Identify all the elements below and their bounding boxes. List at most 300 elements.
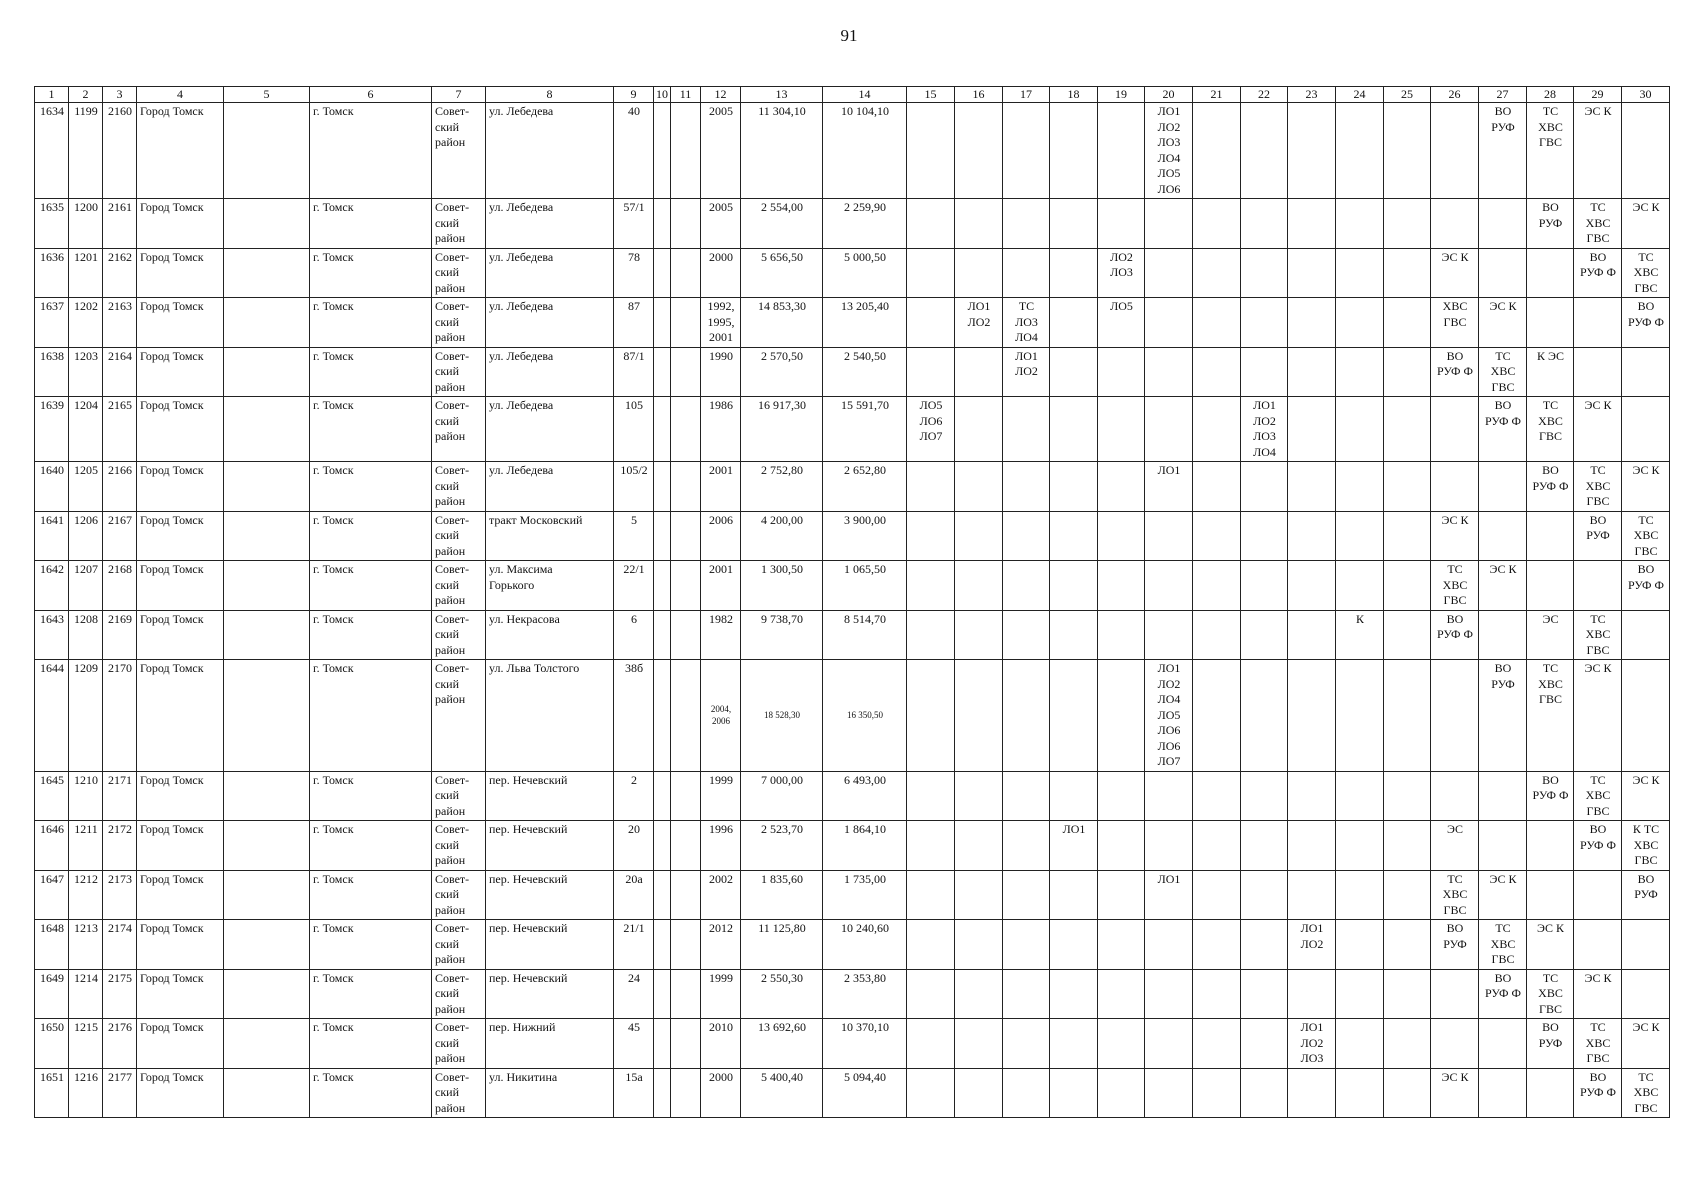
record-id-cell: 2163 <box>103 298 137 348</box>
column-5-cell <box>224 610 310 660</box>
work-code-cell <box>1384 920 1431 970</box>
municipality-cell: Город Томск <box>137 561 224 611</box>
work-code-cell <box>1384 248 1431 298</box>
table-row <box>35 397 1670 462</box>
column-5-cell <box>224 199 310 249</box>
work-code-cell: ТС ХВС ГВС <box>1479 347 1527 397</box>
column-5-cell <box>224 462 310 512</box>
row-number-cell: 1643 <box>35 610 69 660</box>
work-code-cell <box>1145 561 1193 611</box>
settlement-cell: г. Томск <box>310 920 432 970</box>
work-code-cell <box>1479 248 1527 298</box>
work-code-cell <box>1098 462 1145 512</box>
settlement-cell: г. Томск <box>310 660 432 772</box>
work-code-cell <box>1003 771 1050 821</box>
row-number-cell: 1651 <box>35 1068 69 1118</box>
work-code-cell <box>1003 397 1050 462</box>
work-code-cell <box>1479 511 1527 561</box>
sub-number-cell: 1216 <box>69 1068 103 1118</box>
record-id-cell: 2171 <box>103 771 137 821</box>
record-id-cell: 2161 <box>103 199 137 249</box>
work-code-cell <box>1145 821 1193 871</box>
work-code-cell: ЛО1 <box>1145 462 1193 512</box>
work-code-cell <box>1527 821 1574 871</box>
district-cell: Совет- ский район <box>432 511 486 561</box>
work-code-cell <box>1574 298 1622 348</box>
build-year-cell: 2006 <box>701 511 741 561</box>
column-header: 5 <box>224 87 310 103</box>
work-code-cell: ЛО1 ЛО2 ЛО3 ЛО4 ЛО5 ЛО6 <box>1145 103 1193 199</box>
work-code-cell <box>1288 103 1336 199</box>
work-code-cell <box>1241 347 1288 397</box>
work-code-cell: ЭС К <box>1622 1019 1670 1069</box>
sub-number-cell: 1205 <box>69 462 103 512</box>
row-number-cell: 1635 <box>35 199 69 249</box>
work-code-cell <box>1098 511 1145 561</box>
work-code-cell <box>1050 1068 1098 1118</box>
work-code-cell <box>1479 1019 1527 1069</box>
work-code-cell <box>955 462 1003 512</box>
column-10-cell <box>654 821 671 871</box>
total-area-cell: 2 523,70 <box>741 821 823 871</box>
living-area-cell: 16 350,50 <box>823 660 907 772</box>
work-code-cell <box>1288 462 1336 512</box>
work-code-cell <box>1384 561 1431 611</box>
work-code-cell <box>1479 199 1527 249</box>
work-code-cell: ЭС К <box>1431 248 1479 298</box>
work-code-cell <box>1003 462 1050 512</box>
work-code-cell <box>1622 920 1670 970</box>
record-id-cell: 2160 <box>103 103 137 199</box>
work-code-cell <box>955 103 1003 199</box>
record-id-cell: 2176 <box>103 1019 137 1069</box>
sub-number-cell: 1206 <box>69 511 103 561</box>
work-code-cell: ТС ХВС ГВС <box>1431 561 1479 611</box>
work-code-cell: ТС ХВС ГВС <box>1527 397 1574 462</box>
work-code-cell <box>1050 610 1098 660</box>
settlement-cell: г. Томск <box>310 561 432 611</box>
street-cell: ул. Лебедева <box>486 462 614 512</box>
sub-number-cell: 1204 <box>69 397 103 462</box>
work-code-cell <box>1193 969 1241 1019</box>
work-code-cell <box>1003 199 1050 249</box>
work-code-cell <box>1003 821 1050 871</box>
work-code-cell <box>1098 397 1145 462</box>
work-code-cell: ЛО1 ЛО2 ЛО3 ЛО4 <box>1241 397 1288 462</box>
district-cell: Совет- ский район <box>432 660 486 772</box>
work-code-cell <box>1050 511 1098 561</box>
settlement-cell: г. Томск <box>310 103 432 199</box>
work-code-cell <box>1193 462 1241 512</box>
work-code-cell <box>1003 870 1050 920</box>
work-code-cell: ТС ХВС ГВС <box>1527 969 1574 1019</box>
work-code-cell <box>1098 660 1145 772</box>
column-10-cell <box>654 397 671 462</box>
table-row <box>35 298 1670 348</box>
municipality-cell: Город Томск <box>137 397 224 462</box>
work-code-cell: ТС ХВС ГВС <box>1574 199 1622 249</box>
build-year-cell: 1996 <box>701 821 741 871</box>
column-header: 26 <box>1431 87 1479 103</box>
work-code-cell <box>1193 298 1241 348</box>
work-code-cell <box>1336 248 1384 298</box>
street-cell: ул. Льва Толстого <box>486 660 614 772</box>
living-area-cell: 13 205,40 <box>823 298 907 348</box>
work-code-cell <box>907 511 955 561</box>
work-code-cell <box>1384 660 1431 772</box>
district-cell: Совет- ский район <box>432 248 486 298</box>
street-cell: ул. Максима Горького <box>486 561 614 611</box>
settlement-cell: г. Томск <box>310 347 432 397</box>
work-code-cell <box>1241 821 1288 871</box>
work-code-cell <box>1384 1068 1431 1118</box>
build-year-cell: 1999 <box>701 771 741 821</box>
work-code-cell: ВО РУФ <box>1431 920 1479 970</box>
municipality-cell: Город Томск <box>137 103 224 199</box>
work-code-cell: ВО РУФ Ф <box>1574 1068 1622 1118</box>
work-code-cell <box>907 347 955 397</box>
work-code-cell <box>955 199 1003 249</box>
total-area-cell: 11 304,10 <box>741 103 823 199</box>
work-code-cell <box>1336 462 1384 512</box>
column-5-cell <box>224 920 310 970</box>
work-code-cell: ТС ХВС ГВС <box>1431 870 1479 920</box>
record-id-cell: 2167 <box>103 511 137 561</box>
work-code-cell <box>1431 462 1479 512</box>
table-row <box>35 1068 1670 1118</box>
work-code-cell <box>1527 561 1574 611</box>
work-code-cell: К ЭС <box>1527 347 1574 397</box>
column-10-cell <box>654 870 671 920</box>
district-cell: Совет- ский район <box>432 462 486 512</box>
work-code-cell <box>1241 920 1288 970</box>
record-id-cell: 2172 <box>103 821 137 871</box>
work-code-cell <box>1574 347 1622 397</box>
work-code-cell <box>1574 561 1622 611</box>
municipality-cell: Город Томск <box>137 771 224 821</box>
work-code-cell <box>955 660 1003 772</box>
settlement-cell: г. Томск <box>310 821 432 871</box>
build-year-cell: 2005 <box>701 103 741 199</box>
living-area-cell: 10 370,10 <box>823 1019 907 1069</box>
work-code-cell <box>1241 610 1288 660</box>
work-code-cell: ВО РУФ Ф <box>1527 771 1574 821</box>
work-code-cell: ВО РУФ <box>1574 511 1622 561</box>
work-code-cell <box>1050 920 1098 970</box>
row-number-cell: 1634 <box>35 103 69 199</box>
sub-number-cell: 1214 <box>69 969 103 1019</box>
total-area-cell: 2 550,30 <box>741 969 823 1019</box>
work-code-cell: ЭС К <box>1527 920 1574 970</box>
column-5-cell <box>224 397 310 462</box>
work-code-cell <box>1431 397 1479 462</box>
work-code-cell <box>907 771 955 821</box>
total-area-cell: 11 125,80 <box>741 920 823 970</box>
district-cell: Совет- ский район <box>432 561 486 611</box>
work-code-cell <box>1050 298 1098 348</box>
district-cell: Совет- ский район <box>432 821 486 871</box>
column-11-cell <box>671 199 701 249</box>
column-10-cell <box>654 248 671 298</box>
work-code-cell: ТС ХВС ГВС <box>1574 771 1622 821</box>
work-code-cell <box>907 199 955 249</box>
table-body <box>35 103 1670 1118</box>
work-code-cell <box>1241 103 1288 199</box>
table-row <box>35 870 1670 920</box>
municipality-cell: Город Томск <box>137 248 224 298</box>
work-code-cell: ЛО1 ЛО2 <box>955 298 1003 348</box>
work-code-cell <box>1336 1019 1384 1069</box>
work-code-cell <box>1479 771 1527 821</box>
work-code-cell <box>1098 920 1145 970</box>
column-10-cell <box>654 660 671 772</box>
total-area-cell: 2 554,00 <box>741 199 823 249</box>
row-number-cell: 1640 <box>35 462 69 512</box>
build-year-cell: 2004, 2006 <box>701 660 741 772</box>
work-code-cell <box>955 969 1003 1019</box>
column-header: 9 <box>614 87 654 103</box>
work-code-cell: ЛО1 <box>1145 870 1193 920</box>
work-code-cell <box>1622 103 1670 199</box>
column-11-cell <box>671 610 701 660</box>
work-code-cell <box>1622 969 1670 1019</box>
work-code-cell: ВО РУФ <box>1527 199 1574 249</box>
work-code-cell <box>1336 870 1384 920</box>
work-code-cell <box>1098 771 1145 821</box>
total-area-cell: 2 570,50 <box>741 347 823 397</box>
work-code-cell <box>1193 199 1241 249</box>
work-code-cell <box>1384 821 1431 871</box>
build-year-cell: 2001 <box>701 561 741 611</box>
column-5-cell <box>224 347 310 397</box>
work-code-cell <box>1288 610 1336 660</box>
house-number-cell: 105 <box>614 397 654 462</box>
column-header: 10 <box>654 87 671 103</box>
column-5-cell <box>224 1068 310 1118</box>
column-header: 27 <box>1479 87 1527 103</box>
street-cell: ул. Лебедева <box>486 347 614 397</box>
street-cell: пер. Нечевский <box>486 870 614 920</box>
house-number-cell: 57/1 <box>614 199 654 249</box>
settlement-cell: г. Томск <box>310 870 432 920</box>
work-code-cell: ТС ХВС ГВС <box>1574 1019 1622 1069</box>
work-code-cell: ВО РУФ <box>1527 1019 1574 1069</box>
build-year-cell: 2001 <box>701 462 741 512</box>
build-year-cell: 2012 <box>701 920 741 970</box>
work-code-cell <box>955 771 1003 821</box>
work-code-cell <box>1288 199 1336 249</box>
street-cell: пер. Нечевский <box>486 969 614 1019</box>
work-code-cell: ВО РУФ Ф <box>1479 397 1527 462</box>
work-code-cell <box>1384 103 1431 199</box>
work-code-cell <box>1288 248 1336 298</box>
work-code-cell <box>1193 511 1241 561</box>
work-code-cell <box>1050 969 1098 1019</box>
work-code-cell <box>1288 969 1336 1019</box>
record-id-cell: 2166 <box>103 462 137 512</box>
column-10-cell <box>654 561 671 611</box>
house-number-cell: 6 <box>614 610 654 660</box>
municipality-cell: Город Томск <box>137 347 224 397</box>
settlement-cell: г. Томск <box>310 248 432 298</box>
work-code-cell <box>907 298 955 348</box>
municipality-cell: Город Томск <box>137 821 224 871</box>
work-code-cell <box>907 920 955 970</box>
column-11-cell <box>671 511 701 561</box>
total-area-cell: 5 656,50 <box>741 248 823 298</box>
column-11-cell <box>671 1019 701 1069</box>
column-10-cell <box>654 920 671 970</box>
work-code-cell: ЭС К <box>1574 969 1622 1019</box>
work-code-cell <box>1193 821 1241 871</box>
column-number-row <box>35 87 1670 103</box>
work-code-cell: ВО РУФ Ф <box>1431 610 1479 660</box>
sub-number-cell: 1211 <box>69 821 103 871</box>
work-code-cell <box>1145 248 1193 298</box>
work-code-cell <box>955 248 1003 298</box>
work-code-cell: ВО РУФ Ф <box>1431 347 1479 397</box>
street-cell: пер. Нечевский <box>486 920 614 970</box>
column-11-cell <box>671 298 701 348</box>
district-cell: Совет- ский район <box>432 397 486 462</box>
district-cell: Совет- ский район <box>432 103 486 199</box>
column-header: 15 <box>907 87 955 103</box>
page-number: 91 <box>840 26 858 45</box>
district-cell: Совет- ский район <box>432 870 486 920</box>
work-code-cell <box>1098 561 1145 611</box>
column-10-cell <box>654 969 671 1019</box>
work-code-cell <box>1098 1068 1145 1118</box>
work-code-cell <box>1527 870 1574 920</box>
work-code-cell <box>1431 103 1479 199</box>
work-code-cell <box>1622 397 1670 462</box>
living-area-cell: 1 864,10 <box>823 821 907 871</box>
column-10-cell <box>654 771 671 821</box>
work-code-cell <box>1336 1068 1384 1118</box>
total-area-cell: 1 300,50 <box>741 561 823 611</box>
work-code-cell <box>1241 1068 1288 1118</box>
total-area-cell: 9 738,70 <box>741 610 823 660</box>
work-code-cell: ВО РУФ <box>1479 103 1527 199</box>
district-cell: Совет- ский район <box>432 347 486 397</box>
column-10-cell <box>654 462 671 512</box>
work-code-cell <box>1050 103 1098 199</box>
build-year-cell: 2010 <box>701 1019 741 1069</box>
sub-number-cell: 1208 <box>69 610 103 660</box>
total-area-cell: 13 692,60 <box>741 1019 823 1069</box>
work-code-cell <box>1288 771 1336 821</box>
work-code-cell: ТС ЛО3 ЛО4 <box>1003 298 1050 348</box>
work-code-cell <box>1288 298 1336 348</box>
sub-number-cell: 1213 <box>69 920 103 970</box>
work-code-cell <box>1003 660 1050 772</box>
municipality-cell: Город Томск <box>137 969 224 1019</box>
living-area-cell: 6 493,00 <box>823 771 907 821</box>
work-code-cell <box>1098 610 1145 660</box>
living-area-cell: 2 353,80 <box>823 969 907 1019</box>
house-number-cell: 21/1 <box>614 920 654 970</box>
work-code-cell <box>907 660 955 772</box>
column-11-cell <box>671 870 701 920</box>
column-10-cell <box>654 347 671 397</box>
work-code-cell <box>1479 1068 1527 1118</box>
house-number-cell: 15а <box>614 1068 654 1118</box>
build-year-cell: 2000 <box>701 248 741 298</box>
build-year-cell: 2005 <box>701 199 741 249</box>
table-row <box>35 103 1670 199</box>
work-code-cell: ВО РУФ Ф <box>1574 248 1622 298</box>
work-code-cell: ЛО1 ЛО2 ЛО4 ЛО5 ЛО6 ЛО6 ЛО7 <box>1145 660 1193 772</box>
work-code-cell <box>955 397 1003 462</box>
row-number-cell: 1641 <box>35 511 69 561</box>
work-code-cell <box>955 610 1003 660</box>
district-cell: Совет- ский район <box>432 199 486 249</box>
municipality-cell: Город Томск <box>137 298 224 348</box>
work-code-cell <box>1431 1019 1479 1069</box>
work-code-cell <box>907 462 955 512</box>
total-area-cell: 2 752,80 <box>741 462 823 512</box>
table-row <box>35 821 1670 871</box>
settlement-cell: г. Томск <box>310 1068 432 1118</box>
settlement-cell: г. Томск <box>310 610 432 660</box>
settlement-cell: г. Томск <box>310 397 432 462</box>
work-code-cell <box>1241 199 1288 249</box>
municipality-cell: Город Томск <box>137 870 224 920</box>
settlement-cell: г. Томск <box>310 1019 432 1069</box>
street-cell: ул. Лебедева <box>486 397 614 462</box>
house-number-cell: 78 <box>614 248 654 298</box>
row-number-cell: 1637 <box>35 298 69 348</box>
work-code-cell: ВО РУФ Ф <box>1527 462 1574 512</box>
house-number-cell: 2 <box>614 771 654 821</box>
table-row <box>35 1019 1670 1069</box>
house-number-cell: 87/1 <box>614 347 654 397</box>
work-code-cell <box>1288 347 1336 397</box>
work-code-cell <box>1336 920 1384 970</box>
work-code-cell: ЭС К <box>1622 462 1670 512</box>
work-code-cell <box>1098 199 1145 249</box>
work-code-cell <box>1193 870 1241 920</box>
municipality-cell: Город Томск <box>137 511 224 561</box>
work-code-cell: ТС ХВС ГВС <box>1574 610 1622 660</box>
total-area-cell: 7 000,00 <box>741 771 823 821</box>
work-code-cell <box>1622 610 1670 660</box>
column-10-cell <box>654 1068 671 1118</box>
work-code-cell <box>1431 660 1479 772</box>
row-number-cell: 1647 <box>35 870 69 920</box>
work-code-cell: К ТС ХВС ГВС <box>1622 821 1670 871</box>
row-number-cell: 1645 <box>35 771 69 821</box>
column-5-cell <box>224 771 310 821</box>
work-code-cell <box>1145 920 1193 970</box>
column-header: 4 <box>137 87 224 103</box>
work-code-cell <box>1622 347 1670 397</box>
living-area-cell: 5 000,50 <box>823 248 907 298</box>
work-code-cell <box>1050 248 1098 298</box>
column-header: 23 <box>1288 87 1336 103</box>
column-5-cell <box>224 870 310 920</box>
work-code-cell: ТС ХВС ГВС <box>1622 1068 1670 1118</box>
district-cell: Совет- ский район <box>432 771 486 821</box>
work-code-cell <box>1336 771 1384 821</box>
work-code-cell <box>1050 561 1098 611</box>
living-area-cell: 2 652,80 <box>823 462 907 512</box>
work-code-cell <box>1622 660 1670 772</box>
work-code-cell: ТС ХВС ГВС <box>1622 511 1670 561</box>
work-code-cell <box>1336 660 1384 772</box>
work-code-cell: ЭС К <box>1574 103 1622 199</box>
work-code-cell <box>1241 248 1288 298</box>
